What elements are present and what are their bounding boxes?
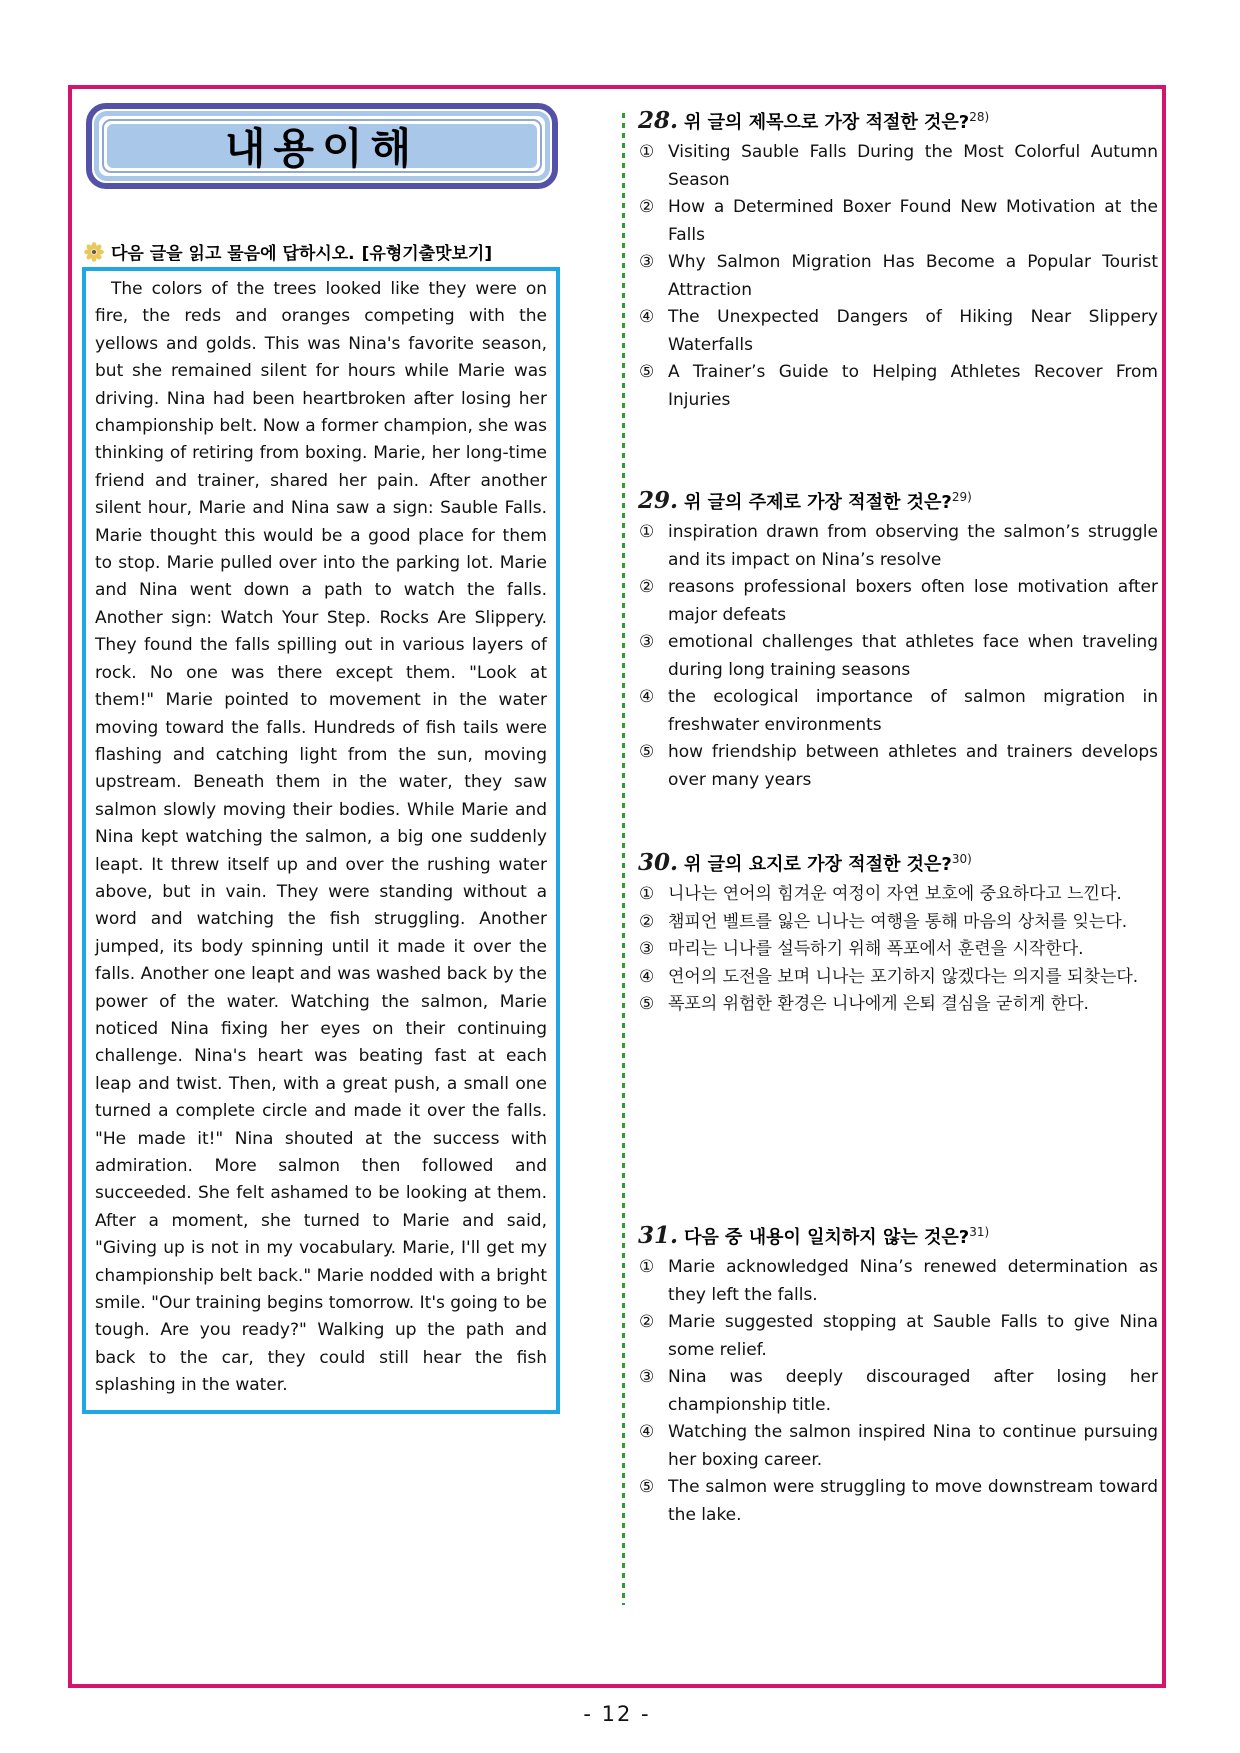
option-marker: ⑤ [639,362,655,382]
option-marker: ② [639,1312,655,1332]
question-30 [638,849,1158,1019]
option [638,1419,1158,1474]
question-footnote: 31) [969,1225,990,1239]
option-text: A Trainer’s Guide to Helping Athletes Recover From Injuries [668,362,1158,410]
question-29 [638,487,1158,794]
option-text: 연어의 도전을 보며 니나는 포기하지 않겠다는 의지를 되찾는다. [668,966,1139,987]
question-footnote: 30) [951,852,972,866]
option [638,1364,1158,1419]
option-marker: ④ [639,307,655,327]
option-marker: ③ [639,939,655,959]
option [638,519,1158,574]
question-prompt: 다음 중 내용이 일치하지 않는 것은? [684,1227,970,1248]
option [638,964,1158,992]
option-marker: ② [639,577,655,597]
option [638,304,1158,359]
question-31-head [638,1222,1158,1249]
option [638,1254,1158,1309]
option-text: Visiting Sauble Falls During the Most Colorful Autumn Season [668,142,1158,190]
option [638,936,1158,964]
page-frame [68,85,1166,1688]
option-marker: ① [639,1257,655,1277]
option-text: reasons professional boxers often lose motivation after major defeats [668,577,1158,625]
option [638,739,1158,794]
option-text: 폭포의 위험한 환경은 니나에게 은퇴 결심을 굳히게 한다. [668,994,1089,1014]
option-text: How a Determined Boxer Found New Motivation at the Falls [668,197,1158,245]
title-banner-ring-2 [94,111,550,181]
option [638,574,1158,629]
question-number: 29. [638,487,679,514]
option-marker: ④ [639,966,655,987]
option-marker: ① [639,522,655,542]
option-text: 마리는 니나를 설득하기 위해 폭포에서 훈련을 시작한다. [668,939,1084,959]
option-marker: ③ [639,1367,655,1387]
option-text: inspiration drawn from observing the salmon’s struggle and its impact on Nina’s resolve [668,522,1158,570]
column-divider [622,113,625,1605]
option-text: 니나는 연어의 힘겨운 여정이 자연 보호에 중요하다고 느낀다. [668,884,1122,904]
option-text: emotional challenges that athletes face when traveling during long training seasons [668,632,1158,680]
option-text: Marie acknowledged Nina’s renewed determination as they left the falls. [668,1257,1158,1305]
option-marker: ④ [639,687,655,707]
question-28-head [638,107,1158,134]
question-number: 28. [638,107,679,134]
title-banner [86,103,558,189]
option-text: Nina was deeply discouraged after losing her championship title. [668,1367,1158,1415]
option [638,1474,1158,1529]
option [638,249,1158,304]
page-number: - 12 - [583,1702,651,1726]
option-marker: ② [639,911,655,932]
instruction-line [84,239,492,264]
option-text: Watching the salmon inspired Nina to continue pursuing her boxing career. [668,1422,1158,1470]
option-text: The Unexpected Dangers of Hiking Near Slippery Waterfalls [668,307,1158,355]
option [638,909,1158,937]
option [638,629,1158,684]
question-29-head [638,487,1158,514]
option-marker: ③ [639,632,655,652]
question-30-head [638,849,1158,876]
option [638,194,1158,249]
option [638,991,1158,1019]
option-marker: ⑤ [639,742,655,762]
question-prompt: 위 글의 제목으로 가장 적절한 것은? [684,112,970,133]
option-marker: ① [639,884,655,904]
question-28 [638,107,1158,414]
question-31 [638,1222,1158,1529]
option-marker: ⑤ [639,1477,655,1497]
option [638,139,1158,194]
instruction-source-tag: [유형기출맛보기] [361,244,493,264]
question-prompt: 위 글의 주제로 가장 적절한 것은? [684,492,952,513]
instruction-text: 다음 글을 읽고 물음에 답하시오. [111,244,355,264]
option-marker: ① [639,142,655,162]
option-text: Marie suggested stopping at Sauble Falls to give Nina some relief. [668,1312,1158,1360]
question-footnote: 28) [969,110,990,124]
option-text: Why Salmon Migration Has Become a Popular Tourist Attraction [668,252,1158,300]
option [638,881,1158,909]
page-title: 내용이해 [107,124,537,168]
option-marker: ⑤ [639,994,655,1014]
title-banner-ring-3 [102,119,542,173]
flower-icon [84,242,104,262]
option-marker: ② [639,197,655,217]
option-marker: ④ [639,1422,655,1442]
question-footnote: 29) [951,490,972,504]
option-text: The salmon were struggling to move downstream toward the lake. [668,1477,1158,1525]
option-text: 챔피언 벨트를 잃은 니나는 여행을 통해 마음의 상처를 잊는다. [668,911,1128,932]
option [638,684,1158,739]
question-prompt: 위 글의 요지로 가장 적절한 것은? [684,854,952,875]
option-text: the ecological importance of salmon migration in freshwater environments [668,687,1158,735]
option-text: how friendship between athletes and trainers develops over many years [668,742,1158,790]
reading-passage: The colors of the trees looked like they were on fire, the reds and oranges competing with the yellows and golds. This was Nina's favorite season, but she remained silent for hours while Marie was driving. Nina had been heartbroken after losing her championship belt. Now a former champion, she was thinking of retiring from boxing. Marie, her long-time friend and trainer, shared her pain. After another silent hour, Marie and Nina saw a sign: Sauble Falls. Marie thought this would be a good place for them to stop. Marie pulled over into the parking lot. Marie and Nina went down a path to watch the falls. Another sign: Watch Your Step. Rocks Are Slippery. They found the falls spilling out in various layers of rock. No one was there except them. "Look at them!" Marie pointed to movement in the water moving toward the falls. Hundreds of fish tails were flashing and catching light from the sun, moving upstream. Beneath them in the water, they saw salmon slowly moving their bodies. While Marie and Nina kept watching the salmon, a big one suddenly leapt. It threw itself up and over the rushing water above, but in vain. They were standing without a word and watching the fish struggling. Another jumped, its body spinning until it made it over the falls. Another one leapt and was washed back by the power of the water. Watching the salmon, Marie noticed Nina fixing her eyes on their continuing challenge. Nina's heart was beating fast at each leap and twist. Then, with a great push, a small one turned a complete circle and made it over the falls. "He made it!" Nina shouted at the success with admiration. More salmon then followed and succeeded. She felt ashamed to be looking at them. After a moment, she turned to Marie and said, "Giving up is not in my vocabulary. Marie, I'll get my championship belt back." Marie nodded with a bright smile. "Our training begins tomorrow. It's going to be tough. Are you ready?" Walking up the path and back to the car, they could still hear the fish splashing in the water. [82,267,560,1414]
option-marker: ③ [639,252,655,272]
question-number: 31. [638,1222,679,1249]
question-number: 30. [638,849,679,876]
option [638,1309,1158,1364]
option [638,359,1158,414]
